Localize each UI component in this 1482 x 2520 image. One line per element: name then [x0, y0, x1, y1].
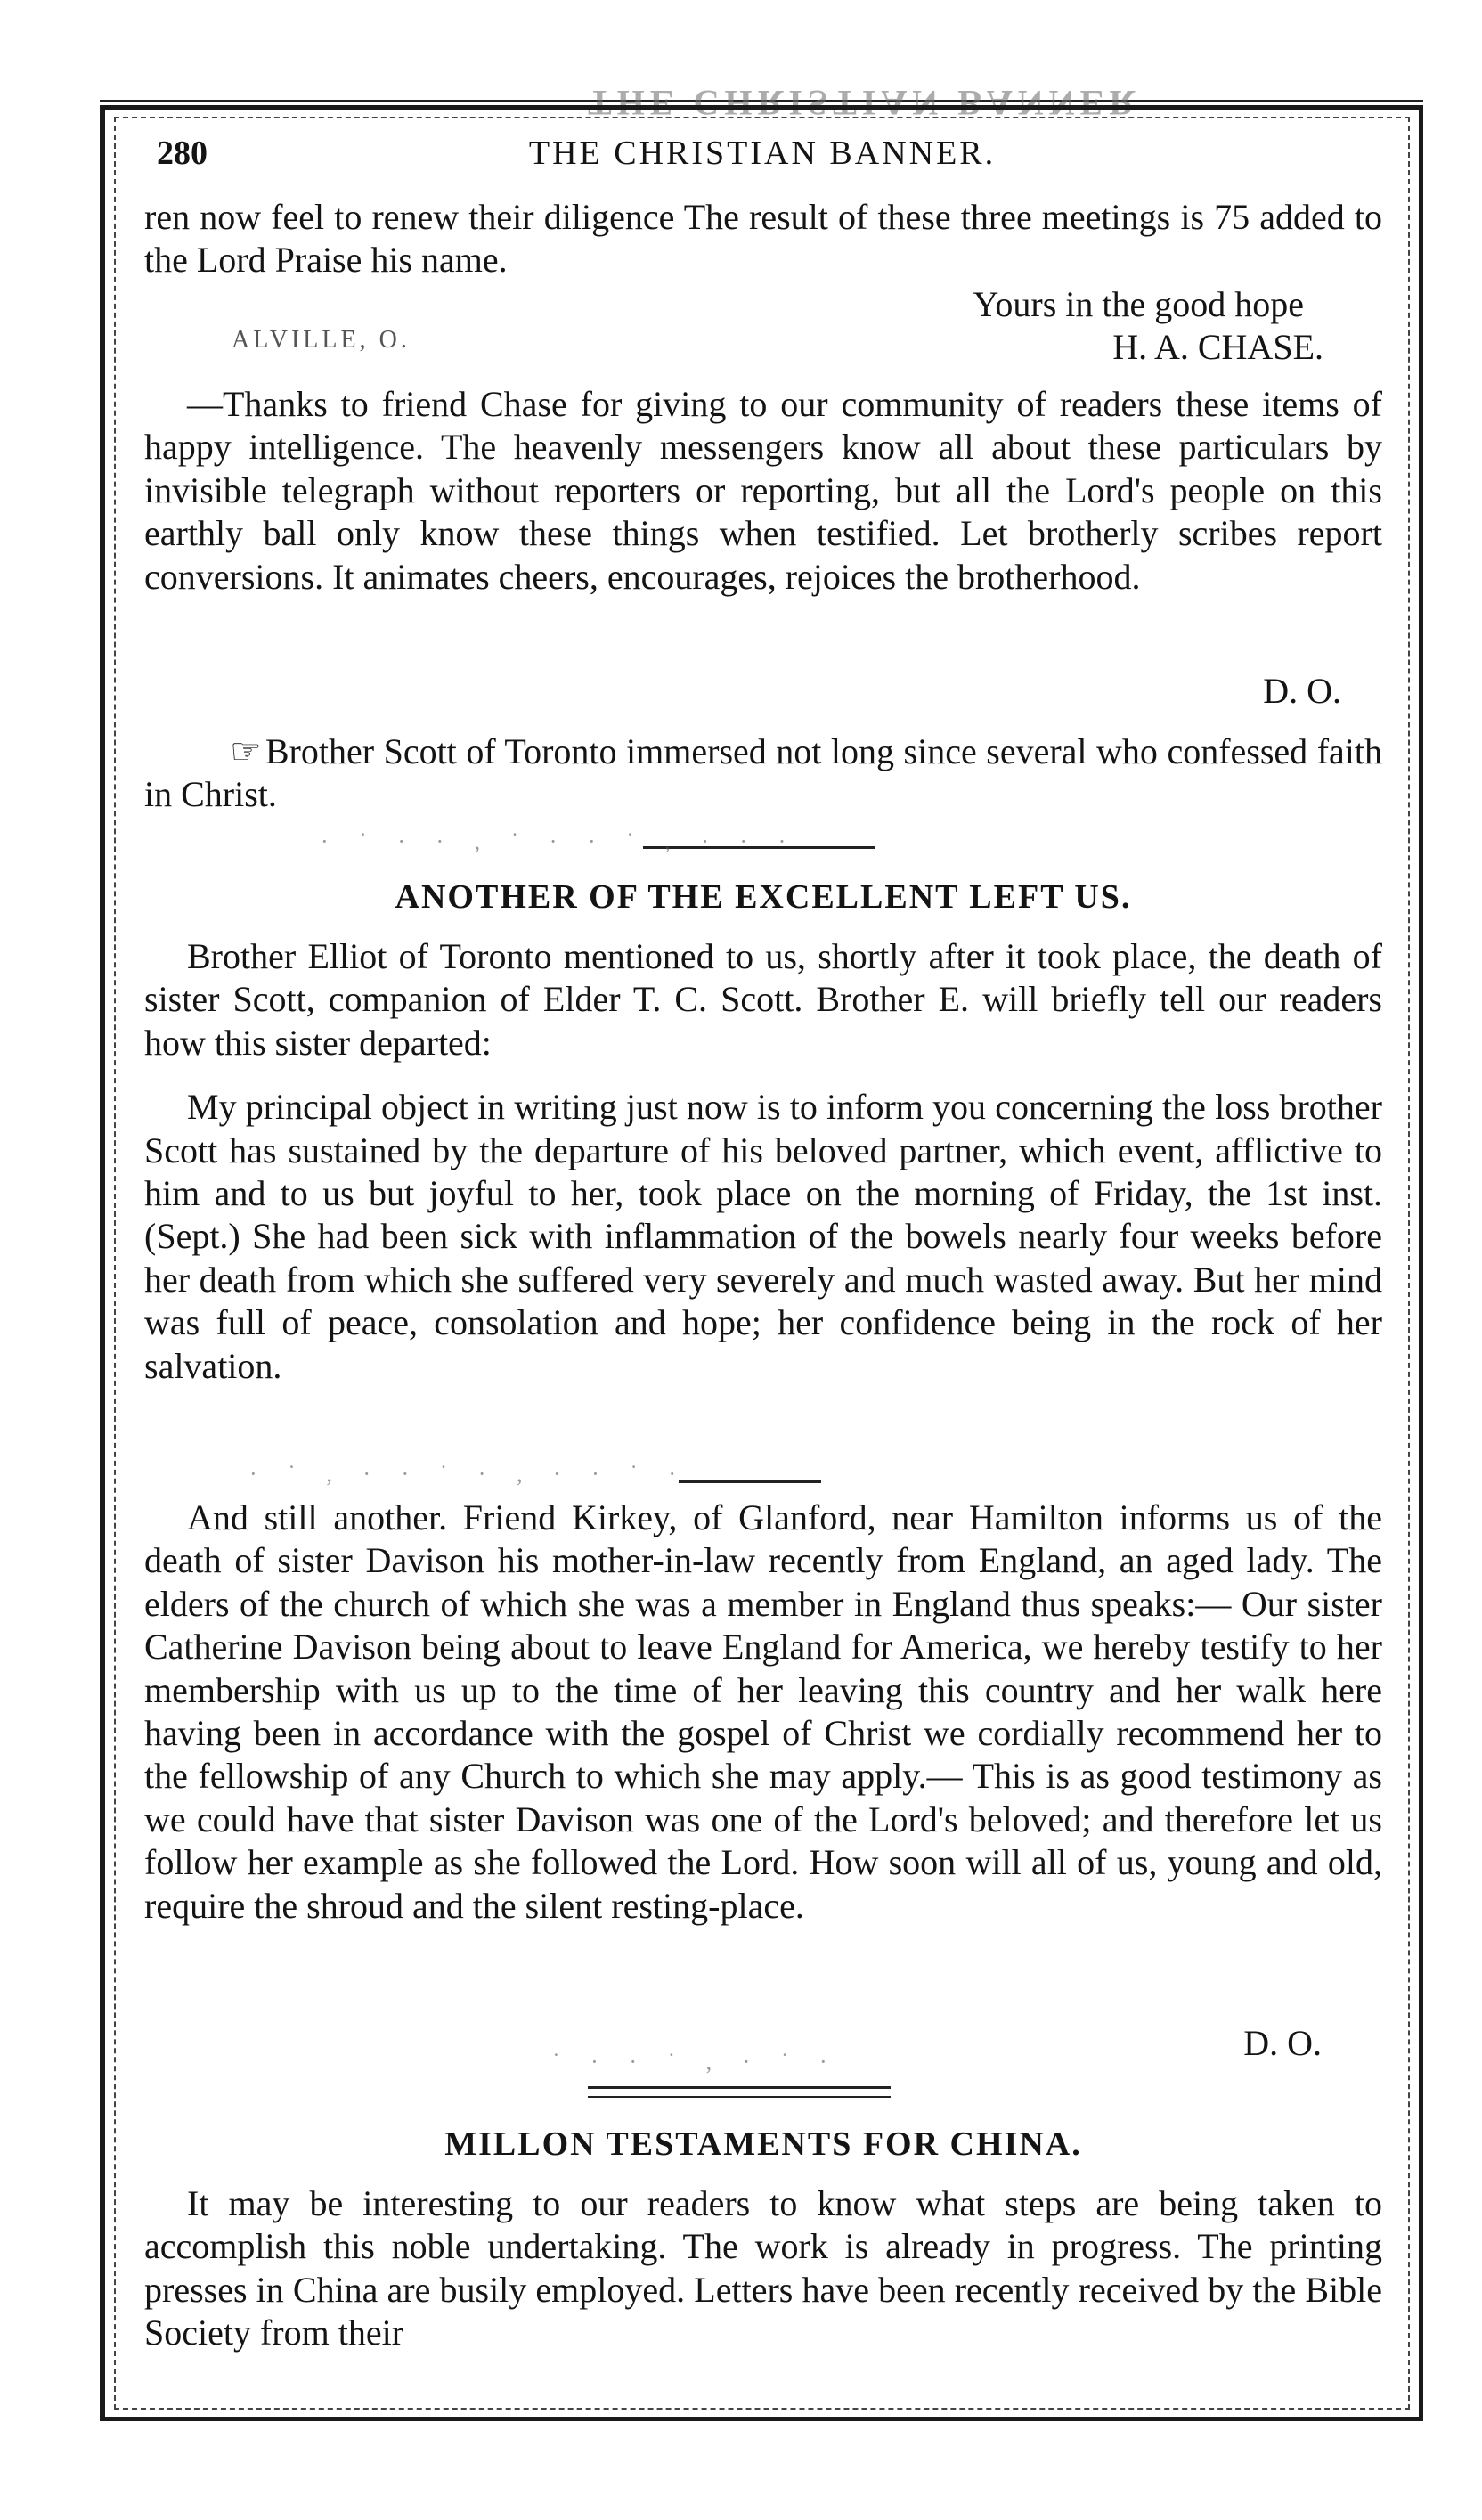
show-through-specks: ˙ · · ˙ , · ˙ · — [552, 2049, 840, 2075]
section-another-intro: Brother Elliot of Toronto mentioned to us, shortly after it took place, the death of sister Scott, companion of Elder T. C. Scott. Brother E. will briefly tell our readers how this sister departed: — [144, 936, 1382, 1063]
opening-lines: ren now feel to renew their diligence The result of these three meetings is 75 added to the Lord Praise his name. — [144, 197, 1382, 281]
section-million-body — [144, 2182, 1382, 2355]
scott-note — [144, 730, 1382, 817]
editor-note-body: —Thanks to friend Chase for giving to our community of readers these items of happy intelligence. The heavenly messengers know all about these particulars by invisible telegraph without reporters or reporting, but all the Lord's people on this earthly ball only know these things when testified. Let brotherly scribes report conversions. It animates cheers, encourages, rejoices the brotherhood. — [144, 384, 1382, 597]
running-title: THE CHRISTIAN BANNER. — [528, 135, 997, 172]
letter-place: ALVILLE, O. — [232, 326, 411, 354]
section-another-signature: D. O. — [1243, 2023, 1322, 2063]
bleed-through-header: THE CHRISTIAN BANNER — [588, 83, 1141, 123]
still-another-body: And still another. Friend Kirkey, of Glanford, near Hamilton informs us of the death of sister Davison his mother-in-law recently from England, an aged lady. The elders of the church of which she was a member in England thus speaks:— Our sister Catherine Davison being about to leave England for America, we hereby testify to her membership with us up to the time of her leaving this country and her walk here having been in accordance with the gospel of Christ we cordially recommend her to the fellowship of any Church to which she may apply.— This is as good testimony as we could have that sister Davison was one of the Lord's beloved; and therefore let us follow her example as she followed the Lord. How soon will all of us, young and old, require the shroud and the silent resting-place. — [144, 1497, 1382, 1926]
editor-note — [144, 383, 1382, 599]
editor-signature: D. O. — [1263, 671, 1341, 711]
section-divider — [679, 1480, 821, 1483]
show-through-specks: · ˙ · · , ˙ · · ˙ , · · · — [321, 828, 799, 854]
heading-million-testaments: MILLON TESTAMENTS FOR CHINA. — [444, 2125, 1082, 2163]
show-through-specks: · ˙ , · · ˙ · , · · ˙ · — [249, 1461, 689, 1487]
section-double-rule — [588, 2086, 891, 2098]
closing-salutation: Yours in the good hope — [973, 284, 1304, 324]
section-another-letter: My principal object in writing just now is to inform you concerning the loss brother Scott has sustained by the departure of his beloved partner, which event, afflictive to him and to us but joyful to her, took place on the morning of Friday, the 1st inst. (Sept.) She had been sick with inflammation of the bowels nearly four weeks before her death from which she suffered very severely and much wasted away. But her mind was full of peace, consolation and hope; her confidence being in the rock of her salvation. — [144, 1087, 1382, 1386]
pointing-hand-icon: ☞ — [230, 731, 262, 771]
section-million-text: It may be interesting to our readers to know what steps are being taken to accomplish this noble undertaking. The work is already in progress. The printing presses in China are busily employed. Letters have been recently received by the Bible Society from their — [144, 2183, 1382, 2353]
letter-signature: H. A. CHASE. — [1112, 327, 1323, 367]
section-another-body — [144, 935, 1382, 1388]
still-another-paragraph — [144, 1497, 1382, 1928]
opening-fragment — [144, 196, 1382, 282]
page-header — [150, 134, 1375, 180]
heading-another-of-the-excellent: ANOTHER OF THE EXCELLENT LEFT US. — [395, 878, 1132, 916]
page-number: 280 — [157, 135, 208, 172]
scott-note-body: Brother Scott of Toronto immersed not long since several who confessed faith in Christ. — [144, 731, 1382, 815]
